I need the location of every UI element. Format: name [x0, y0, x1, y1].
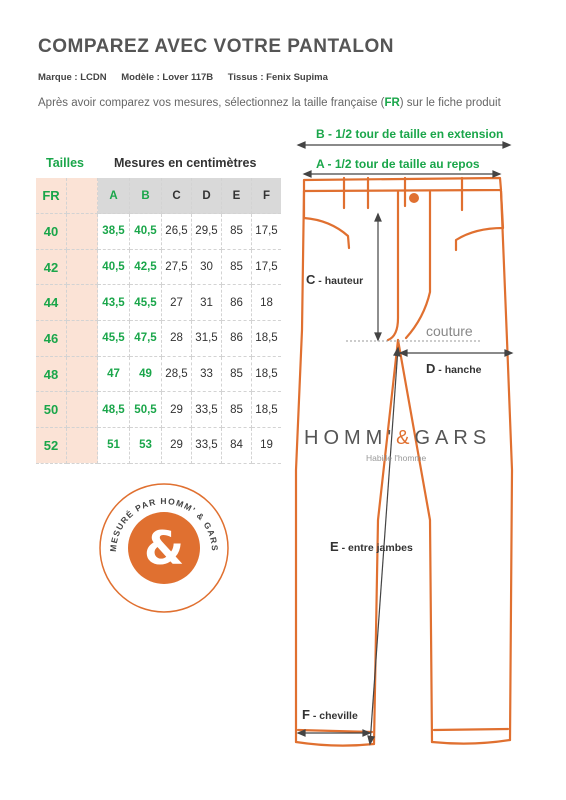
column-header: B — [130, 178, 162, 214]
brand-field: Marque : LCDN — [38, 72, 107, 83]
ampersand-logo: & — [143, 521, 185, 575]
column-header: D — [192, 178, 222, 214]
table-row: 50 48,5 50,5 29 33,5 85 18,5 — [36, 392, 281, 428]
button-icon — [409, 193, 419, 203]
label-d: D - hanche — [426, 361, 482, 376]
label-e: E - entre jambes — [330, 539, 413, 554]
fabric-field: Tissus : Fenix Supima — [227, 72, 328, 83]
badge-text: MESURÉ PAR HOMM' & GARS — [107, 495, 221, 553]
brand-logo: HOMM'&GARS — [304, 427, 492, 449]
brand-tagline: Habille l'homme — [366, 453, 427, 463]
instruction-text: Après avoir comparez vos mesures, sélectionnez la taille française (FR) sur le fiche produit — [38, 97, 501, 109]
model-field: Modèle : Lover 117B — [121, 72, 214, 83]
label-f: F - cheville — [302, 707, 358, 722]
label-c: C - hauteur — [306, 272, 364, 287]
column-header: A — [98, 178, 130, 214]
table-row: 40 38,5 40,5 26,5 29,5 85 17,5 — [36, 214, 281, 250]
label-a: A - 1/2 tour de taille au repos — [316, 157, 480, 171]
table-row: 42 40,5 42,5 27,5 30 85 17,5 — [36, 249, 281, 285]
column-header: E — [222, 178, 252, 214]
measures-heading: Mesures en centimètres — [114, 156, 257, 170]
label-b: B - 1/2 tour de taille en extension — [316, 127, 504, 141]
column-header: C — [162, 178, 192, 214]
table-row: 48 47 49 28,5 33 85 18,5 — [36, 356, 281, 392]
sizes-heading: Tailles — [46, 156, 84, 170]
table-row: 52 51 53 29 33,5 84 19 — [36, 428, 281, 464]
table-row: 44 43,5 45,5 27 31 86 18 — [36, 285, 281, 321]
page-title: COMPAREZ AVEC VOTRE PANTALON — [38, 36, 394, 57]
column-header: FR — [36, 178, 67, 214]
column-header: F — [252, 178, 282, 214]
table-row: 46 45,5 47,5 28 31,5 86 18,5 — [36, 321, 281, 357]
seam-label: couture — [426, 323, 473, 339]
